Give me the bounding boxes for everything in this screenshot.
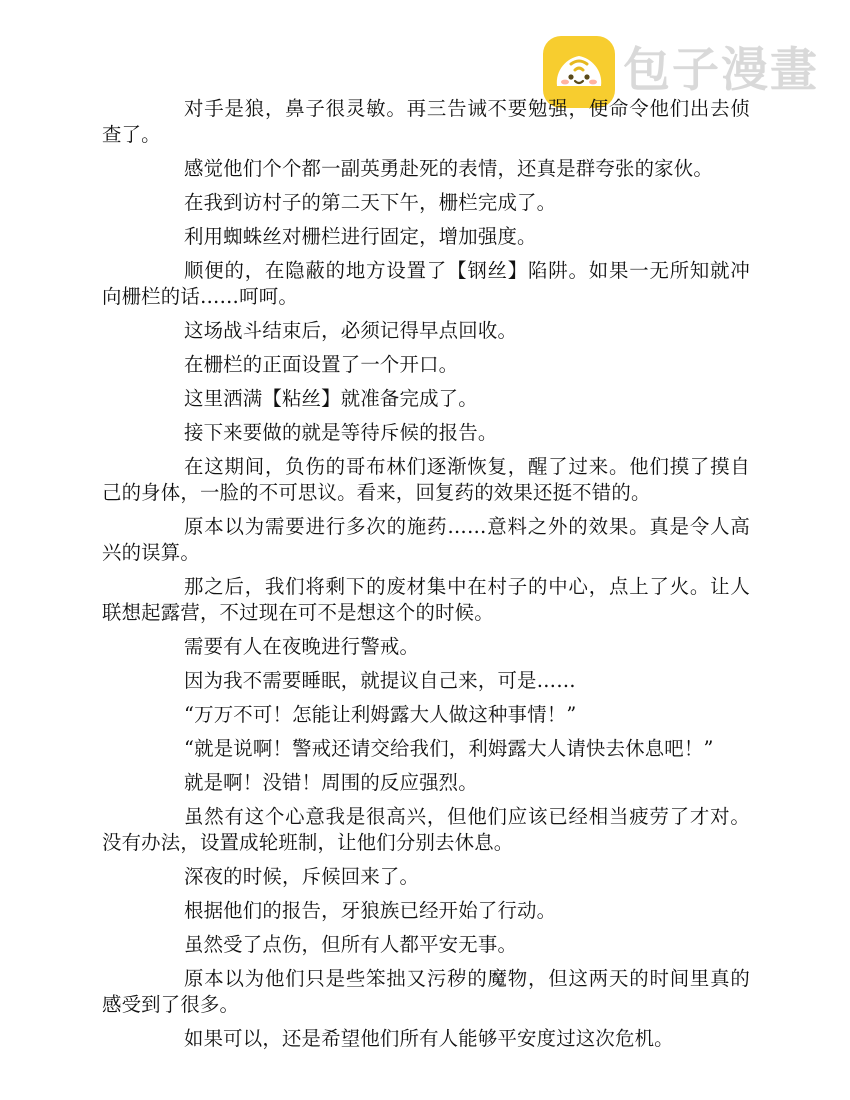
paragraph-7: 在栅栏的正面设置了一个开口。 — [184, 353, 459, 376]
paragraph-9: 接下来要做的就是等待斥候的报告。 — [184, 421, 498, 444]
paragraph-3: 在我到访村子的第二天下午，栅栏完成了。 — [184, 191, 557, 214]
paragraph-19: 深夜的时候，斥候回来了。 — [184, 865, 420, 888]
paragraph-5: 顺便的，在隐蔽的地方设置了【钢丝】陷阱。如果一无所知就冲向栅栏的话……呵呵。 — [102, 259, 750, 308]
paragraph-2: 感觉他们个个都一副英勇赴死的表情，还真是群夸张的家伙。 — [184, 157, 713, 180]
paragraph-6: 这场战斗结束后，必须记得早点回收。 — [184, 319, 518, 342]
paragraph-13: 需要有人在夜晚进行警戒。 — [184, 635, 420, 658]
paragraph-12: 那之后，我们将剩下的废材集中在村子的中心，点上了火。让人联想起露营，不过现在可不是想这个的时候。 — [102, 575, 750, 624]
paragraph-10: 在这期间，负伤的哥布林们逐渐恢复，醒了过来。他们摸了摸自己的身体，一脸的不可思议。看来，回复药的效果还挺不错的。 — [102, 455, 750, 504]
paragraph-22: 原本以为他们只是些笨拙又污秽的魔物，但这两天的时间里真的感受到了很多。 — [102, 967, 750, 1016]
paragraph-1: 对手是狼，鼻子很灵敏。再三告诫不要勉强，便命令他们出去侦查了。 — [102, 97, 750, 146]
paragraph-15: “万万不可！怎能让利姆露大人做这种事情！” — [184, 703, 577, 726]
paragraph-16: “就是说啊！警戒还请交给我们，利姆露大人请快去休息吧！” — [184, 737, 714, 760]
paragraph-8: 这里洒满【粘丝】就准备完成了。 — [184, 387, 478, 410]
paragraph-17: 就是啊！没错！周围的反应强烈。 — [184, 771, 478, 794]
watermark-brand-text: 包子漫畫 — [623, 43, 819, 98]
paragraph-21: 虽然受了点伤，但所有人都平安无事。 — [184, 933, 518, 956]
paragraph-23: 如果可以，还是希望他们所有人能够平安度过这次危机。 — [184, 1027, 674, 1050]
paragraph-11: 原本以为需要进行多次的施药……意料之外的效果。真是令人高兴的误算。 — [102, 515, 750, 564]
paragraph-4: 利用蜘蛛丝对栅栏进行固定，增加强度。 — [184, 225, 537, 248]
document-body — [102, 96, 750, 1060]
paragraph-14: 因为我不需要睡眠，就提议自己来，可是…… — [184, 669, 576, 692]
paragraph-18: 虽然有这个心意我是很高兴，但他们应该已经相当疲劳了才对。没有办法，设置成轮班制，让他们分别去休息。 — [102, 805, 750, 854]
paragraph-20: 根据他们的报告，牙狼族已经开始了行动。 — [184, 899, 557, 922]
